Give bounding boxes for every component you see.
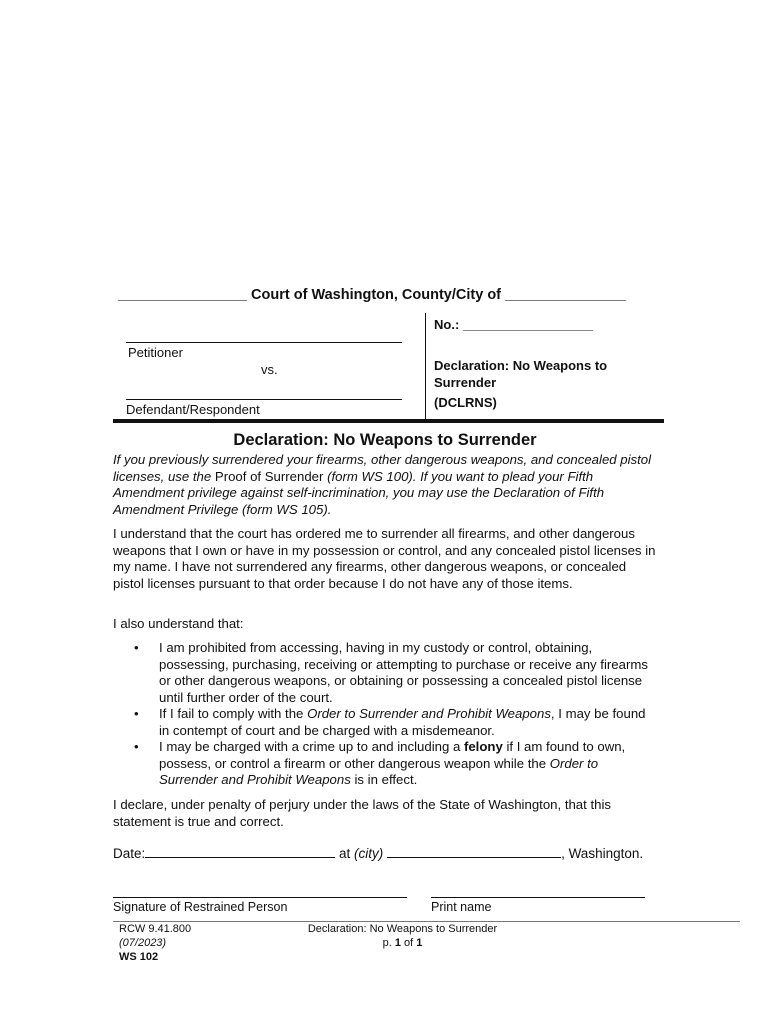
list-item-text: I am prohibited from accessing, having in my custody or control, obtaining, possessing, purchasing, receiving or attempting to purchase or receive any firearms or other dangerous weapons, or obtaining or possessing a concealed pistol license until further order of the court. (159, 640, 648, 705)
felony-emphasis: felony (463, 739, 503, 754)
caption-doc-title-line1: Declaration: No Weapons to (434, 358, 608, 373)
print-name-line[interactable] (431, 897, 645, 898)
understanding-paragraph: I understand that the court has ordered me to surrender all firearms, and other dangerous weapons that I own or have in my possession or control, and any concealed pistol licenses in my name. I have not surrendered any firearms, other dangerous weapons, or concealed pistol licenses pursuant to that order because I do not have any of those items. (113, 526, 656, 591)
also-understand-label: I also understand that: (113, 616, 244, 631)
caption-doc-title-line2: Surrender (434, 375, 497, 390)
date-field[interactable] (145, 845, 335, 858)
page-total: 1 (416, 937, 423, 949)
intro-paragraph (113, 452, 658, 518)
list-item-text: If I fail to comply with the (159, 706, 308, 721)
case-number-label: No.: (434, 317, 463, 332)
court-header (118, 287, 658, 303)
order-reference: Order to Surrender and Prohibit Weapons (307, 706, 551, 721)
page-of: of (400, 937, 417, 949)
caption-divider (425, 313, 426, 420)
page-title: Declaration: No Weapons to Surrender (233, 431, 537, 449)
date-city-row (113, 845, 673, 861)
form-number: WS 102 (119, 951, 159, 963)
list-item (113, 739, 658, 789)
case-number-blank[interactable]: __________________ (462, 317, 594, 332)
date-label: Date: (113, 846, 146, 861)
doc-code: (DCLRNS) (434, 395, 497, 410)
bullet-icon: • (134, 739, 139, 754)
vs-label: vs. (261, 362, 278, 377)
list-item-text-cont: if I am found to own, possess, or control a firearm or other dangerous weapon while the (159, 739, 626, 771)
footer-doc-title: Declaration: No Weapons to Surrender (307, 923, 498, 935)
list-item (113, 640, 658, 706)
understanding-list (113, 640, 658, 789)
signature-line[interactable] (113, 897, 407, 898)
court-name-blank[interactable]: ________________ (118, 287, 248, 303)
order-reference: Order to Surrender and Prohibit Weapons (159, 755, 599, 787)
bullet-icon: • (134, 706, 139, 721)
footer-center (280, 922, 525, 950)
washington-label: , Washington. (561, 846, 644, 861)
respondent-line[interactable] (126, 399, 402, 400)
at-label: at (335, 846, 355, 861)
rcw-citation: RCW 9.41.800 (119, 923, 192, 935)
page-prefix: p. (382, 937, 395, 949)
petitioner-label: Petitioner (128, 345, 183, 360)
intro-text-cont: (form WS 100). If you want to plead your Fifth Amendment privilege against self-incrimination, you may use the Declaration of Fifth Amendment Privilege (form WS 105). (113, 468, 605, 517)
footer-left (119, 922, 191, 964)
case-number-field[interactable] (434, 317, 593, 332)
signature-label: Signature of Restrained Person (113, 900, 288, 914)
print-name-label: Print name (431, 900, 492, 914)
bullet-icon: • (134, 640, 139, 655)
caption-bottom-rule (113, 419, 664, 423)
county-city-blank[interactable]: _______________ (505, 287, 627, 303)
intro-text: If you previously surrendered your firearms, other dangerous weapons, and concealed pistol licenses, use the (113, 452, 652, 484)
list-item-text: I may be charged with a crime up to and including a (159, 739, 464, 754)
list-item (113, 706, 658, 739)
city-label: (city) (354, 846, 384, 861)
respondent-label: Defendant/Respondent (126, 402, 260, 417)
petitioner-line[interactable] (126, 342, 402, 343)
page-number: 1 (394, 937, 401, 949)
page-indicator (280, 936, 525, 950)
list-item-text-cont: , I may be found in contempt of court and be charged with a misdemeanor. (159, 706, 646, 738)
declaration-paragraph: I declare, under penalty of perjury under the laws of the State of Washington, that this statement is true and correct. (113, 797, 611, 829)
list-item-text-end: is in effect. (350, 772, 418, 787)
caption-doc-title (434, 357, 607, 391)
proof-of-surrender-reference: Proof of Surrender (214, 468, 324, 484)
court-header-text: Court of Washington, County/City of (247, 287, 506, 303)
city-field[interactable] (387, 845, 561, 858)
revision-date: (07/2023) (119, 937, 167, 949)
